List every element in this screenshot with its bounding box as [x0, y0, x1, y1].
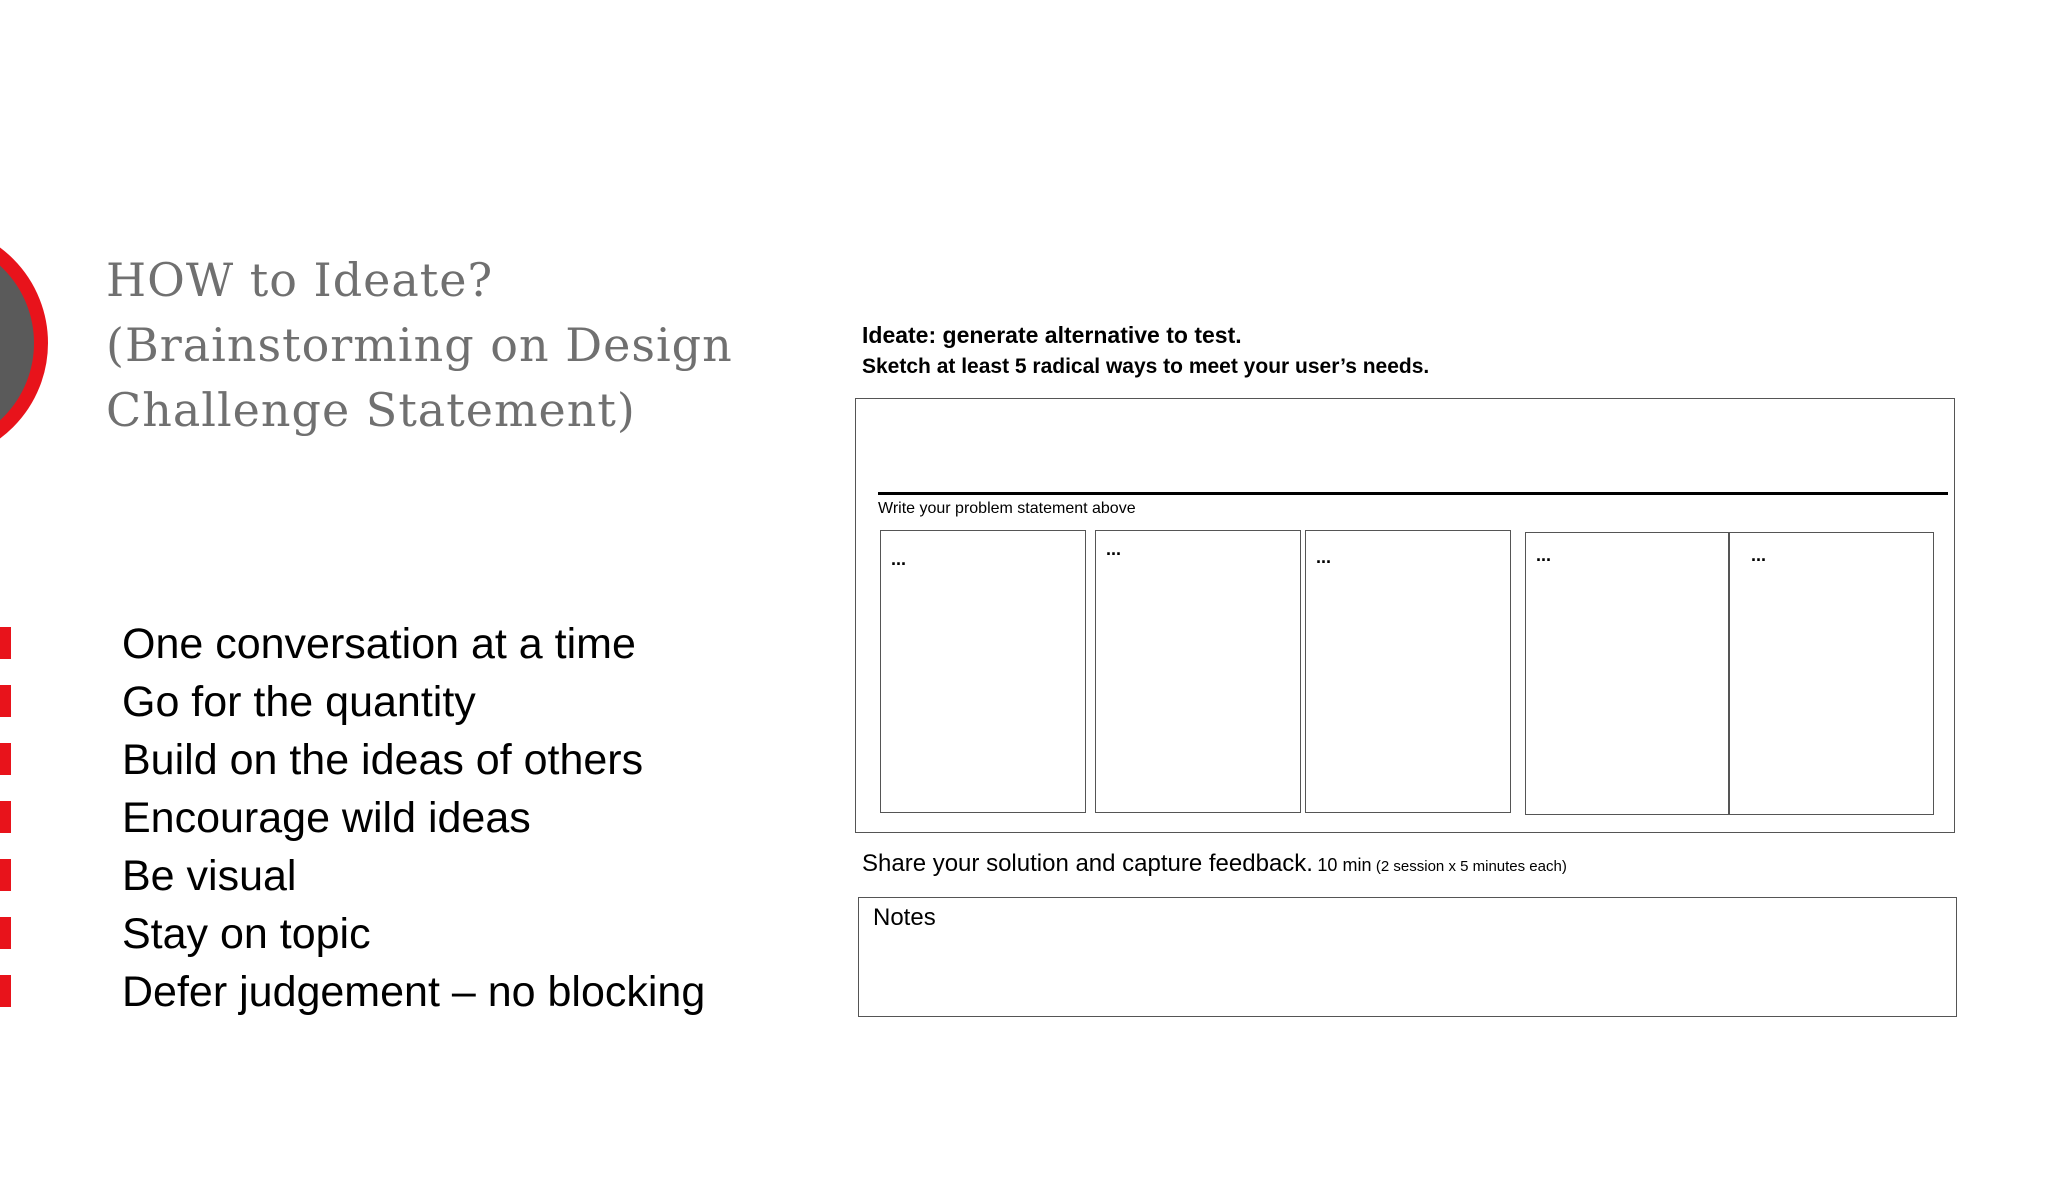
problem-statement-line	[878, 492, 1948, 495]
rule-text: Build on the ideas of others	[122, 736, 644, 784]
problem-statement-caption: Write your problem statement above	[878, 500, 1136, 517]
sketch-box-label: ...	[1751, 545, 1767, 565]
title-line-1: HOW to Ideate?	[106, 253, 494, 307]
sketch-box-label: ...	[1536, 545, 1552, 565]
bullet-marker	[0, 917, 11, 949]
rule-text: Stay on topic	[122, 910, 371, 958]
bullet-marker	[0, 685, 11, 717]
rule-text: One conversation at a time	[122, 620, 636, 668]
notes-label: Notes	[873, 904, 936, 931]
slide-title	[106, 248, 826, 443]
sketch-box-3	[1305, 530, 1511, 813]
title-line-2: (Brainstorming on Design	[106, 318, 733, 372]
rule-text: Defer judgement – no blocking	[122, 968, 706, 1016]
sketch-box-label: ...	[1106, 539, 1122, 559]
rule-text: Go for the quantity	[122, 678, 476, 726]
notes-box	[858, 897, 1957, 1017]
worksheet-heading: Ideate: generate alternative to test.	[862, 322, 1242, 348]
bullet-marker	[0, 627, 11, 659]
worksheet-subheading: Sketch at least 5 radical ways to meet your user’s needs.	[862, 355, 1430, 378]
rule-text: Be visual	[122, 852, 297, 900]
bullet-marker	[0, 801, 11, 833]
bullet-marker	[0, 743, 11, 775]
title-line-3: Challenge Statement)	[106, 383, 636, 437]
sketch-frame	[855, 398, 1955, 833]
share-instructions	[862, 850, 1567, 878]
sketch-box-4	[1525, 532, 1730, 815]
share-text: Share your solution and capture feedback.	[862, 850, 1313, 877]
sketch-box-1	[880, 530, 1086, 813]
decorative-circle	[0, 224, 48, 462]
bullet-marker	[0, 859, 11, 891]
sketch-box-label: ...	[891, 549, 907, 569]
share-duration: 10 min	[1317, 855, 1372, 875]
share-detail: (2 session x 5 minutes each)	[1375, 858, 1567, 875]
sketch-box-label: ...	[1316, 547, 1332, 567]
sketch-box-2	[1095, 530, 1301, 813]
bullet-marker	[0, 975, 11, 1007]
sketch-box-5	[1728, 532, 1934, 815]
rule-text: Encourage wild ideas	[122, 794, 531, 842]
